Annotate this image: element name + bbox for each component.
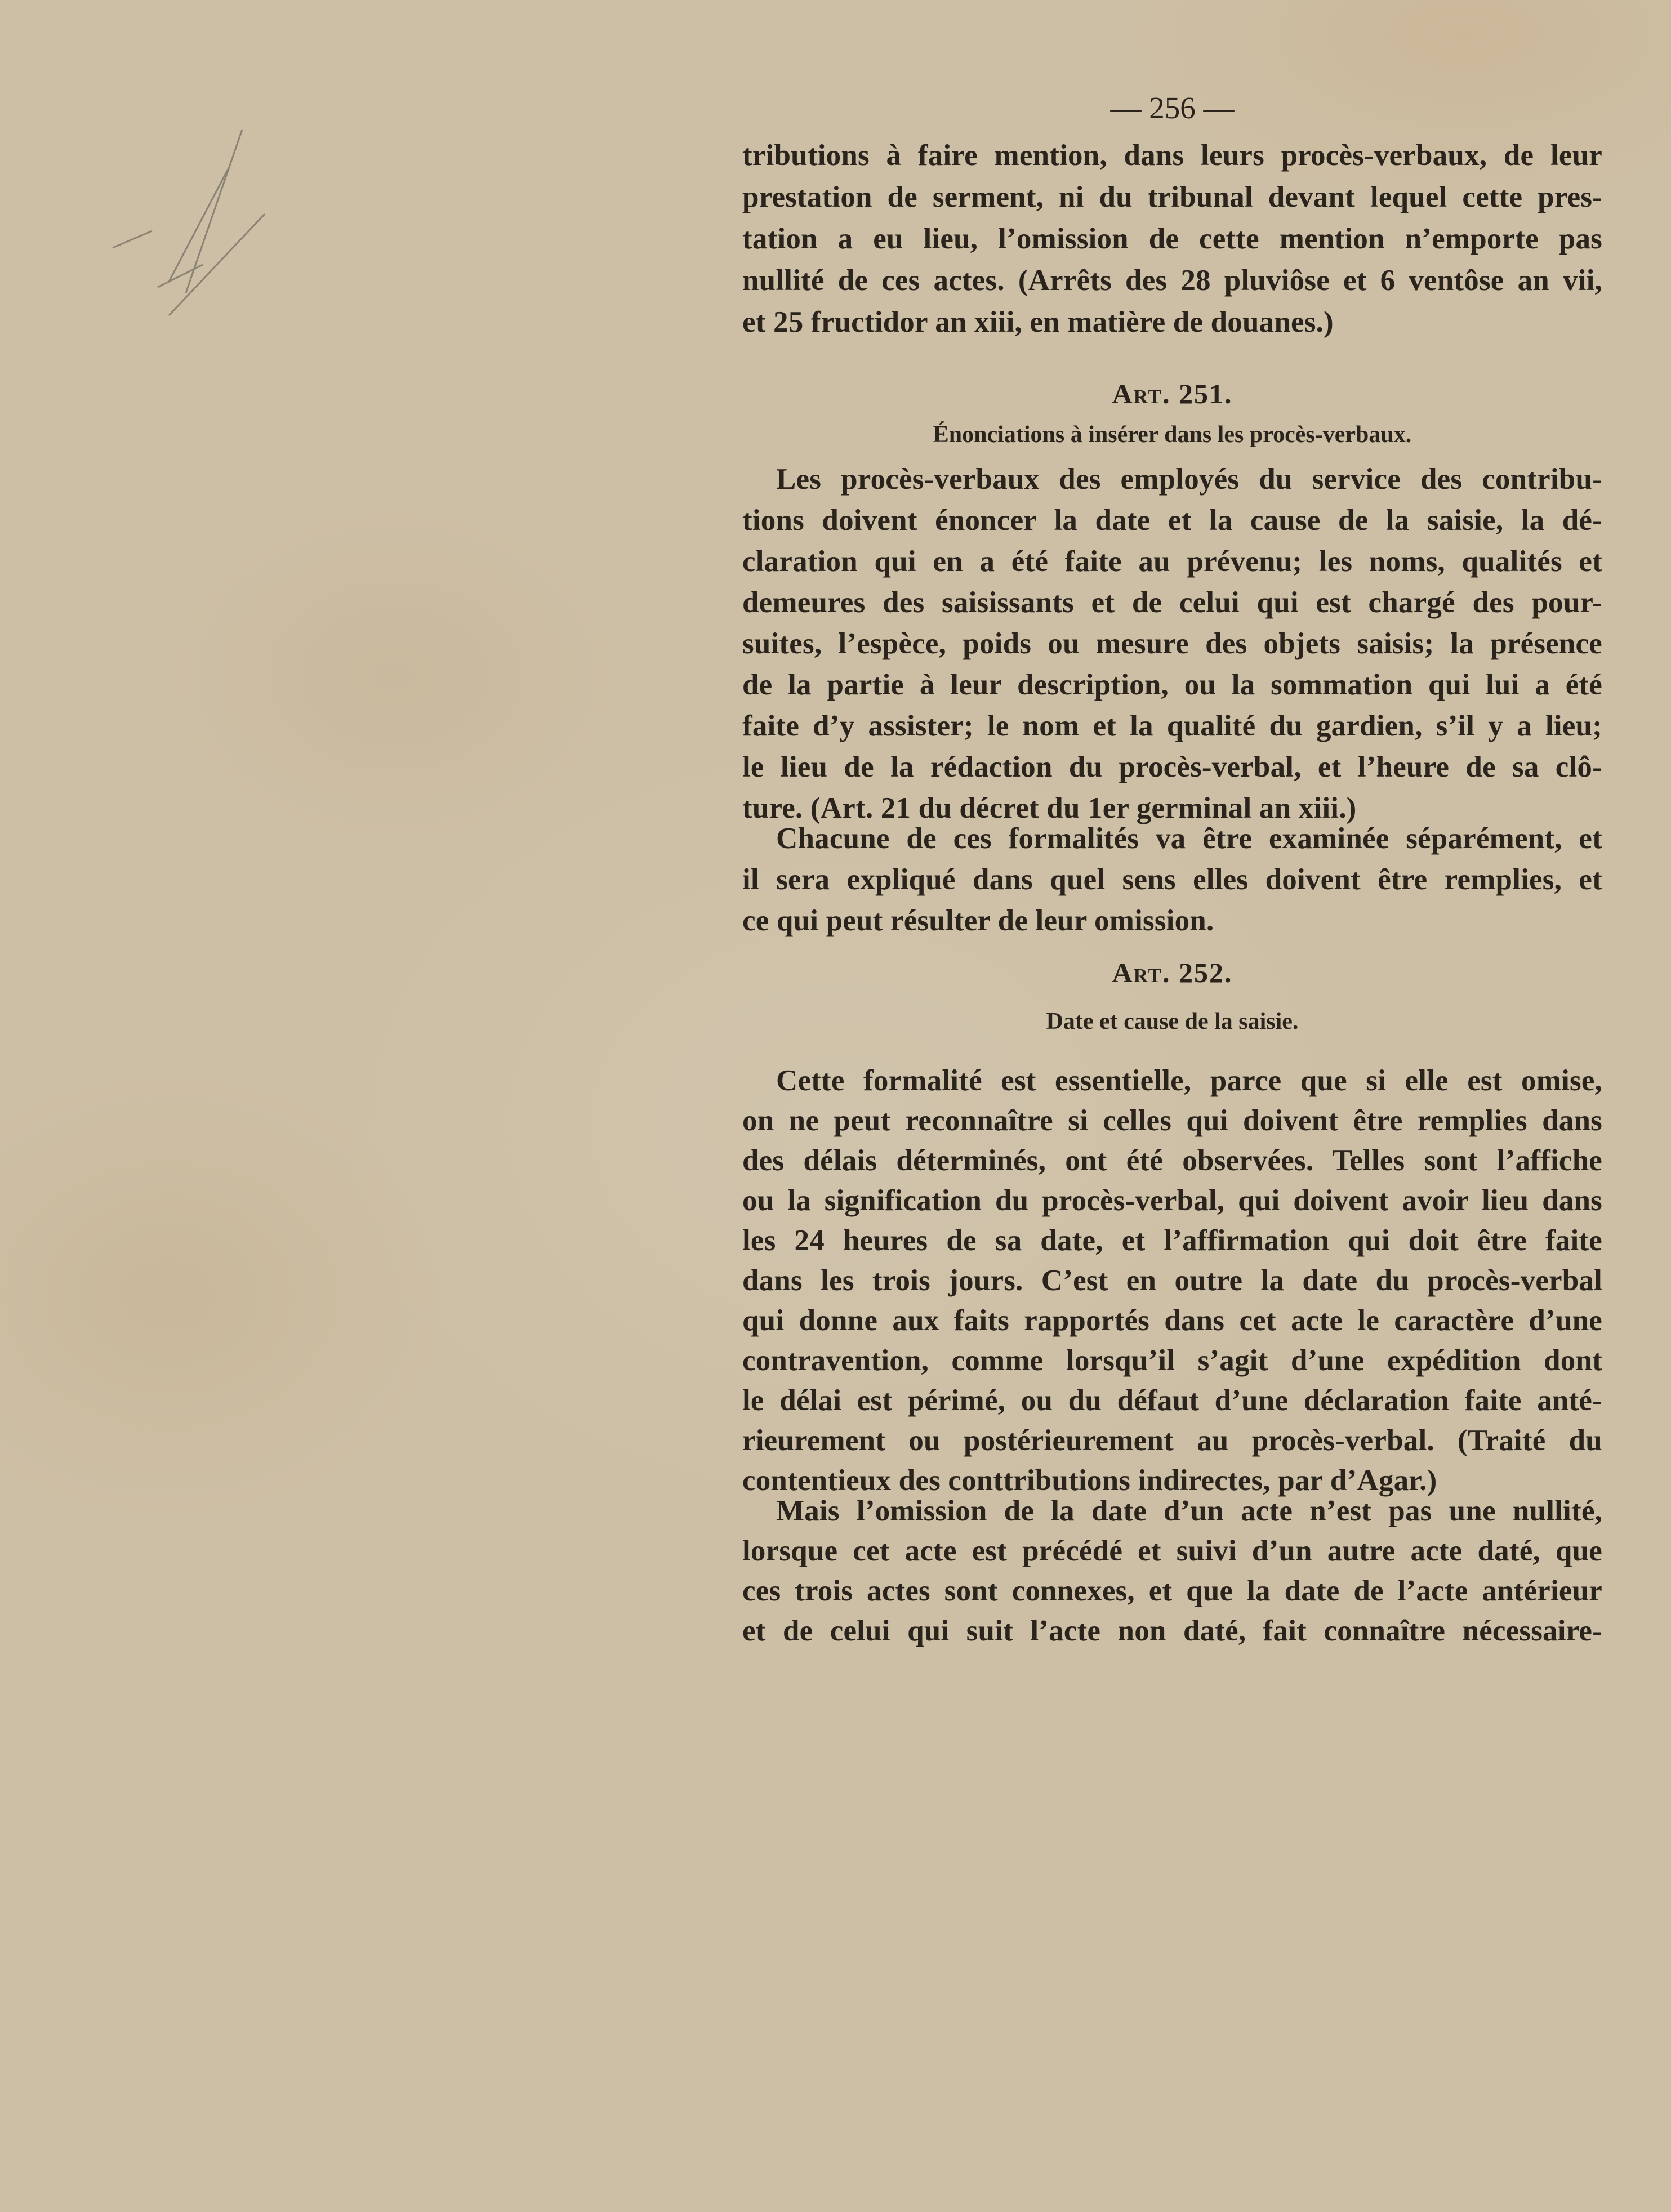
text-line: contentieux des conttributions indirectes, par d’Agar.) — [742, 1464, 1437, 1497]
text-line: prestation de serment, ni du tribunal devant lequel cette pres- — [742, 181, 1602, 213]
text-line: claration qui en a été faite au prévenu; les noms, qualités et — [742, 545, 1602, 578]
text-line: ces trois actes sont connexes, et que la date de l’acte antérieur — [742, 1575, 1602, 1607]
text-line: le lieu de la rédaction du procès-verbal, et l’heure de sa clô- — [742, 751, 1602, 783]
text-line: demeures des saisissants et de celui qui est chargé des pour- — [742, 586, 1602, 619]
text-line: le délai est périmé, ou du défaut d’une déclaration faite anté- — [742, 1384, 1602, 1417]
page-number: — 256 — — [1110, 91, 1235, 125]
text-line: ce qui peut résulter de leur omission. — [742, 904, 1214, 937]
text-line: suites, l’espèce, poids ou mesure des objets saisis; la présence — [742, 627, 1602, 660]
text-line: il sera expliqué dans quel sens elles doivent être remplies, et — [742, 863, 1602, 896]
text-line: Cette formalité est essentielle, parce que si elle est omise, — [776, 1064, 1602, 1097]
text-line: les 24 heures de sa date, et l’affirmation qui doit être faite — [742, 1224, 1602, 1257]
text-line: tributions à faire mention, dans leurs procès-verbaux, de leur — [742, 139, 1602, 172]
text-line: Les procès-verbaux des employés du service des contribu- — [776, 463, 1602, 496]
text-line: et de celui qui suit l’acte non daté, fait connaître nécessaire- — [742, 1615, 1602, 1647]
text-line: Chacune de ces formalités va être examinée séparément, et — [776, 822, 1602, 855]
text-line: faite d’y assister; le nom et la qualité du gardien, s’il y a lieu; — [742, 710, 1602, 742]
text-line: dans les trois jours. C’est en outre la date du procès-verbal — [742, 1264, 1602, 1297]
text-line: des délais déterminés, ont été observées. Telles sont l’affiche — [742, 1144, 1602, 1177]
text-line: qui donne aux faits rapportés dans cet acte le caractère d’une — [742, 1304, 1602, 1337]
text-line: tions doivent énoncer la date et la cause de la saisie, la dé- — [742, 504, 1602, 537]
text-line: contravention, comme lorsqu’il s’agit d’une expédition dont — [742, 1344, 1602, 1377]
article-subtitle: Énonciations à insérer dans les procès-verbaux. — [933, 422, 1412, 448]
text-line: nullité de ces actes. (Arrêts des 28 pluviôse et 6 ventôse an vii, — [742, 264, 1602, 297]
handwritten-pencil-marks — [0, 0, 394, 394]
text-line: de la partie à leur description, ou la sommation qui lui a été — [742, 668, 1602, 701]
text-line: ture. (Art. 21 du décret du 1er germinal an xiii.) — [742, 792, 1357, 824]
text-line: et 25 fructidor an xiii, en matière de douanes.) — [742, 306, 1334, 338]
article-heading: Art. 252. — [1112, 957, 1233, 988]
text-line: Mais l’omission de la date d’un acte n’est pas une nullité, — [776, 1495, 1602, 1527]
text-line: lorsque cet acte est précédé et suivi d’un autre acte daté, que — [742, 1535, 1602, 1567]
article-heading: Art. 251. — [1112, 378, 1233, 409]
text-line: tation a eu lieu, l’omission de cette mention n’emporte pas — [742, 222, 1602, 255]
article-subtitle: Date et cause de la saisie. — [1046, 1009, 1299, 1034]
text-line: rieurement ou postérieurement au procès-verbal. (Traité du — [742, 1424, 1602, 1457]
text-line: on ne peut reconnaître si celles qui doivent être remplies dans — [742, 1104, 1602, 1137]
text-line: ou la signification du procès-verbal, qui doivent avoir lieu dans — [742, 1184, 1602, 1217]
